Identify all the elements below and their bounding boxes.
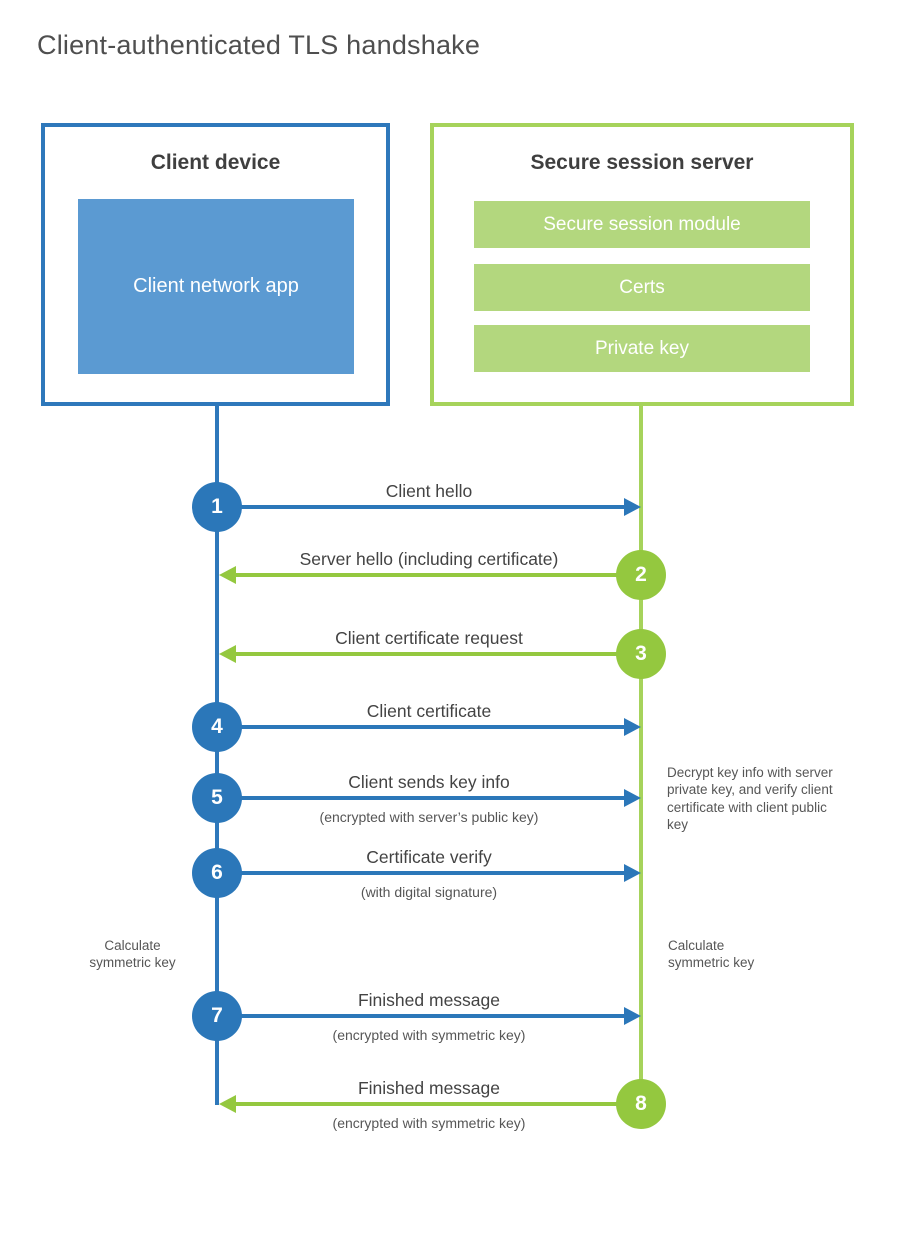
client-network-app-box <box>78 199 354 374</box>
message-label: Finished message <box>357 990 501 1010</box>
step-number: 8 <box>635 1092 647 1115</box>
step-8-badge <box>616 1079 666 1129</box>
message-arrow-client-hello <box>217 505 625 509</box>
step-number: 4 <box>211 715 223 738</box>
arrowhead-right-icon <box>624 498 641 516</box>
page-title: Client-authenticated TLS handshake <box>37 30 481 60</box>
message-arrow-client-certificate <box>217 725 625 729</box>
step-number: 3 <box>635 642 647 665</box>
step-number: 2 <box>635 563 647 586</box>
calculate-symmetric-key-left: Calculate symmetric key <box>89 938 176 971</box>
arrowhead-right-icon <box>624 789 641 807</box>
step-5-badge <box>192 773 242 823</box>
server-module-certs <box>474 264 810 311</box>
step-1-badge <box>192 482 242 532</box>
arrowhead-right-icon <box>624 864 641 882</box>
message-arrow-key-info <box>217 796 625 800</box>
client-network-app-label: Client network app <box>133 275 299 297</box>
message-sublabel: (encrypted with symmetric key) <box>332 1027 526 1043</box>
arrowhead-right-icon <box>624 718 641 736</box>
step-2-badge <box>616 550 666 600</box>
message-arrow-finished-client <box>217 1014 625 1018</box>
message-sublabel: (encrypted with server’s public key) <box>319 809 539 825</box>
step-4-badge <box>192 702 242 752</box>
message-label: Client sends key info <box>348 772 510 792</box>
server-module-label: Certs <box>619 276 665 298</box>
message-label: Client certificate request <box>335 628 523 648</box>
step-number: 6 <box>211 861 223 884</box>
secure-session-server-box <box>430 123 854 406</box>
message-label: Client hello <box>385 481 473 501</box>
secure-session-server-title: Secure session server <box>530 151 754 174</box>
arrowhead-right-icon <box>624 1007 641 1025</box>
message-sublabel: (encrypted with symmetric key) <box>332 1115 526 1131</box>
server-module-label: Private key <box>595 337 689 359</box>
step-7-badge <box>192 991 242 1041</box>
message-label: Client certificate <box>366 701 492 721</box>
step-3-badge <box>616 629 666 679</box>
message-label: Finished message <box>357 1078 501 1098</box>
step-number: 5 <box>211 786 223 809</box>
message-arrow-finished-server <box>233 1102 639 1106</box>
message-arrow-cert-request <box>233 652 639 656</box>
message-label: Server hello (including certificate) <box>299 549 559 569</box>
arrowhead-left-icon <box>219 566 236 584</box>
step-number: 7 <box>211 1004 223 1027</box>
server-module-label: Secure session module <box>543 213 741 235</box>
server-module-private-key <box>474 325 810 372</box>
message-arrow-certificate-verify <box>217 871 625 875</box>
client-device-box <box>41 123 390 406</box>
decrypt-key-note: Decrypt key info with server private key, and verify client certificate with client public key <box>667 765 833 832</box>
arrowhead-left-icon <box>219 645 236 663</box>
message-sublabel: (with digital signature) <box>360 884 498 900</box>
server-module-secure-session <box>474 201 810 248</box>
arrowhead-left-icon <box>219 1095 236 1113</box>
message-arrow-server-hello <box>233 573 639 577</box>
message-label: Certificate verify <box>366 847 492 867</box>
client-device-title: Client device <box>150 151 281 174</box>
step-number: 1 <box>211 495 223 518</box>
step-6-badge <box>192 848 242 898</box>
calculate-symmetric-key-right: Calculate symmetric key <box>668 938 755 971</box>
